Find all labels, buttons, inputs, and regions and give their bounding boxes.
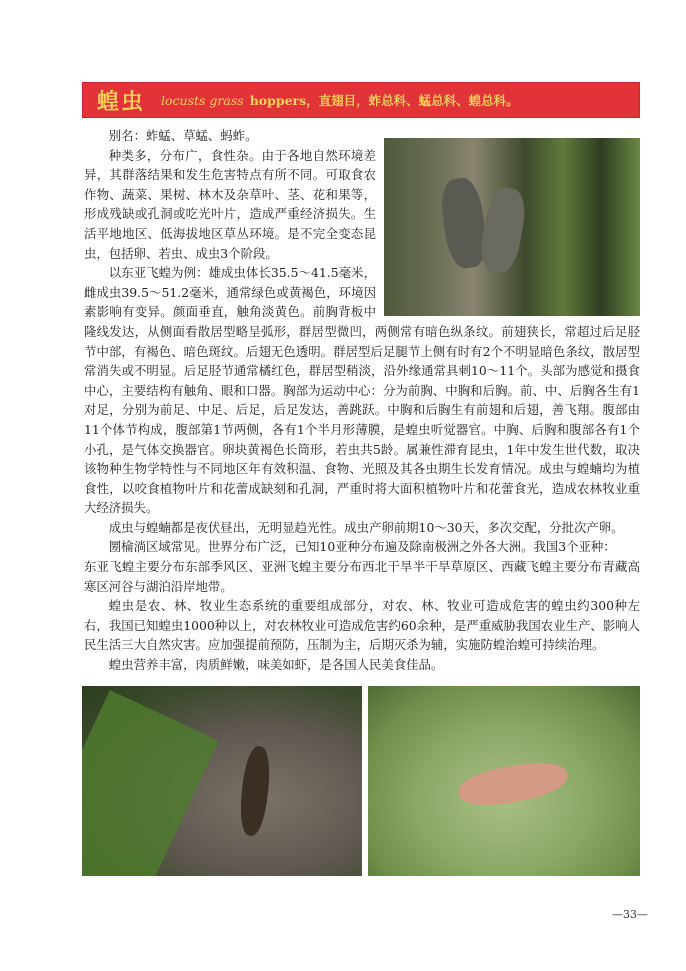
paragraph-morphology: 以东亚飞蝗为例：雄成虫体长35.5～41.5毫米，雌成虫39.5～51.2毫米，通常绿色或黄褐色，环境因素影响有变异。颜面垂直，触角淡黄色。前胸背板中隆线发达，从侧面看散居型略呈弧形，群居型微凹，两侧常有暗色纵条纹。前翅狭长，常超过后足胫节中部，有褐色、暗色斑纹。后翅无色透明。群居型后足腿节上侧有时有2个不明显暗色条纹，散居型常消失或不明显。后足胫节通常橘红色，群居型稍淡，沿外缘通常具刺10～11个。头部为感觉和摄食中心，主要结构有触角、眼和口器。胸部为运动中心：分为前胸、中胸和后胸。前、中、后胸各生有1对足，分别为前足、中足、后足，后足发达，善跳跃。中胸和后胸生有前翅和后翅，善飞翔。腹部由11个体节构成，腹部第1节两侧，各有1个半月形薄膜，是蝗虫听觉器官。中胸、后胸和腹部各有1个小孔，是气体交换器官。卵块黄褐色长筒形，若虫共5龄。属兼性滞育昆虫，1年中发生世代数，取决该物种生物学特性与不同地区年有效积温、食物、光照及其各虫期生长发育情况。成虫与蝗蝻均为植食性，以咬食植物叶片和花蕾成缺刻和孔洞，严重时将大面积植物叶片和花蕾食光，造成农林牧业重大经济损失。	[84, 265, 640, 516]
page-number: —33—	[612, 908, 648, 921]
classification: hoppers，直翅目，蚱总科、蜢总科、蝗总科。	[249, 93, 519, 108]
photo-grasshopper-on-rock	[82, 686, 362, 876]
section-title: 蝗虫	[97, 89, 146, 115]
latin-name: locusts grass	[161, 92, 244, 108]
paragraph-overview: 种类多，分布广，食性杂。由于各地自然环境差异，其群落结果和发生危害特点有所不同。可取食农作物、蔬菜、果树、林木及杂草叶、茎、花和果等，形成残缺或孔洞或吃光叶片，造成严重经济损失。生活平地地区、低海拔地区草丛环境。是不完全变态昆虫，包括卵、若虫、成虫3个阶段。	[84, 147, 376, 261]
paragraph-alias: 别名：蚱蜢、草蜢、蚂蚱。	[108, 128, 258, 143]
paragraph-damage: 蝗虫是农、林、牧业生态系统的重要组成部分，对农、林、牧业可造成危害的蝗虫约300种左右，我国已知蝗虫1000种以上，对农林牧业可造成危害约60余种，是严重威胁我国农业生产、影响人民生活三大自然灾害。应加强提前预防，压制为主，后期灭杀为辅，实施防蝗治蝗可持续治理。	[84, 598, 640, 653]
paragraph-distribution: 圐棆淌区域常见。世界分布广泛，已知10亚种分布遍及除南极洲之外各大洲。我国3个亚种：	[108, 539, 616, 555]
paragraph-subspecies: 东亚飞蝗主要分布东部季风区、亚洲飞蝗主要分布西北干旱半干旱草原区、西藏飞蝗主要分布青藏高寒区河谷与湖泊沿岸地带。	[84, 559, 640, 594]
section-header	[82, 82, 640, 118]
photo-grasshoppers-on-stem	[384, 138, 640, 316]
paragraph-behavior: 成虫与蝗蝻都是夜伏昼出，无明显趋光性。成虫产卵前期10～30天，多次交配，分批次产卵。	[108, 519, 624, 535]
photo-grasshopper-on-leaf	[368, 686, 640, 876]
article-body	[84, 126, 640, 675]
paragraph-food: 蝗虫营养丰富，肉质鲜嫩，味美如虾，是各国人民美食佳品。	[108, 657, 444, 673]
